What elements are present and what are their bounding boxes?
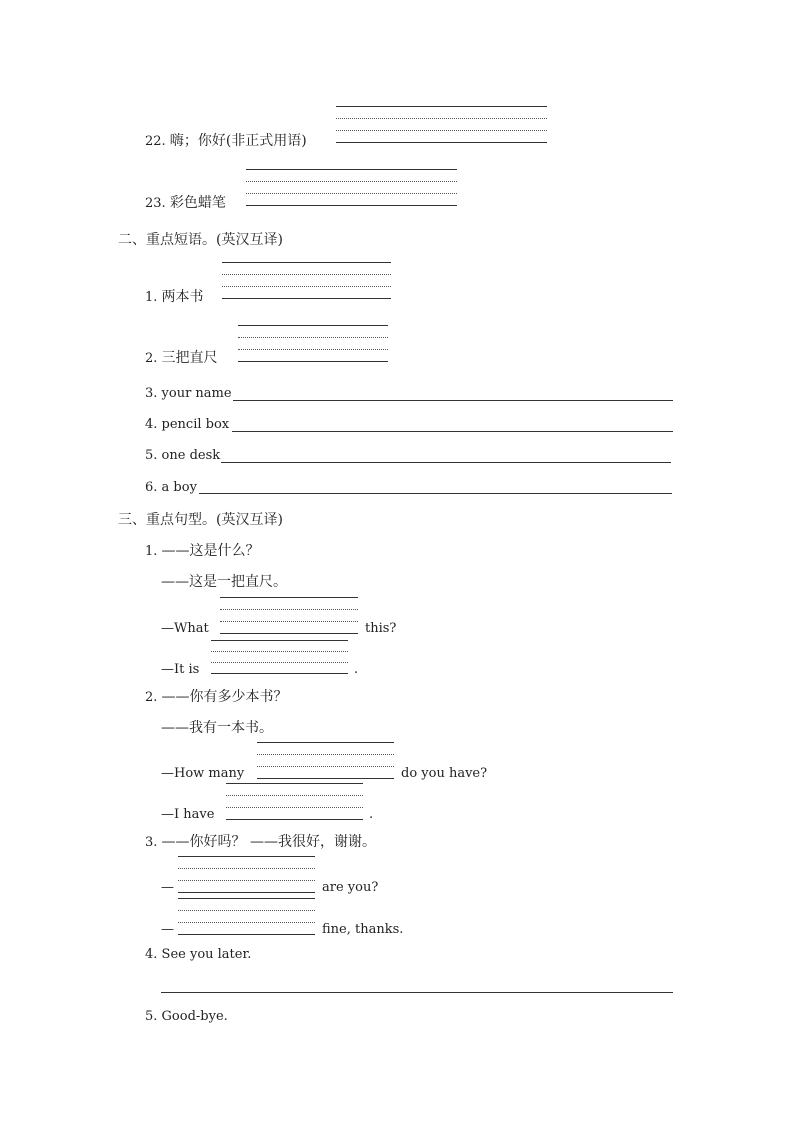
item-text: your name (161, 386, 232, 401)
english-line-q3b-end: fine, thanks. (322, 922, 404, 937)
answer-line-phrase-6[interactable] (199, 493, 672, 494)
sentence-item-2 (145, 686, 288, 706)
english-line-q1b-start: —It is (161, 662, 200, 677)
question-line: ——这是什么？ (161, 543, 260, 559)
english-line-q2b-start: —I have (161, 807, 215, 822)
item-number: 3. (145, 386, 158, 401)
answer-guide-23[interactable] (246, 169, 457, 205)
phrase-item-4 (145, 417, 229, 432)
english-line-q2a-end: do you have? (401, 766, 488, 781)
english-line-q1a-start: —What (161, 621, 209, 636)
english-line-q3b-start: — (161, 922, 174, 937)
answer-guide-phrase-1[interactable] (222, 262, 391, 298)
english-line-q3a-end: are you? (322, 880, 379, 895)
item-text: 三把直尺 (161, 350, 218, 366)
phrase-item-5 (145, 448, 220, 463)
item-text: 两本书 (161, 289, 204, 305)
answer-guide-22[interactable] (336, 106, 547, 142)
answer-guide-phrase-2[interactable] (238, 325, 388, 361)
item-text: 彩色蜡笔 (169, 195, 226, 211)
item-text: 嗨；你好(非正式用语) (169, 133, 307, 149)
english-line-q1a-end: this? (365, 621, 397, 636)
answer-line-phrase-4[interactable] (232, 431, 673, 432)
english-line-q2b-end: . (369, 807, 374, 822)
item-number: 3. (145, 835, 158, 850)
item-number: 4. (145, 417, 158, 432)
section-heading-phrases: 二、重点短语。(英汉互译) (118, 232, 283, 248)
phrase-item-6 (145, 480, 197, 495)
sentence-item-5 (145, 1009, 228, 1024)
section-heading-sentences: 三、重点句型。(英汉互译) (118, 512, 283, 528)
question-line: ——你有多少本书？ (161, 689, 288, 705)
answer-line-q4[interactable] (161, 992, 673, 993)
item-number: 6. (145, 480, 158, 495)
answer-guide-q3-how[interactable] (178, 856, 315, 892)
answer-line-chinese: ——我有一本书。 (161, 720, 273, 736)
answer-guide-q1-itis[interactable] (211, 640, 348, 673)
sentence-item-3 (145, 831, 376, 851)
item-number: 1. (145, 290, 158, 305)
question-line: ——你好吗？ ——我很好，谢谢。 (161, 834, 376, 850)
phrase-item-2 (145, 347, 218, 367)
english-line-q1b-end: . (354, 662, 359, 677)
item-text: Good-bye. (161, 1009, 228, 1024)
answer-line-phrase-5[interactable] (221, 462, 671, 463)
sentence-item-4 (145, 947, 251, 962)
item-text: See you later. (161, 947, 252, 962)
item-number: 4. (145, 947, 158, 962)
item-text: pencil box (161, 417, 230, 432)
item-number: 2. (145, 690, 158, 705)
sentence-item-1 (145, 540, 260, 560)
answer-line-chinese: ——这是一把直尺。 (161, 574, 287, 590)
item-number: 5. (145, 1009, 158, 1024)
phrase-item-3 (145, 386, 232, 401)
item-text: a boy (161, 480, 197, 495)
answer-guide-q1-what[interactable] (220, 597, 358, 633)
english-line-q3a-start: — (161, 880, 174, 895)
item-number: 23. (145, 196, 166, 211)
answer-guide-q2-ihave[interactable] (226, 783, 363, 819)
item-number: 22. (145, 134, 166, 149)
answer-guide-q3-fine[interactable] (178, 898, 315, 934)
answer-line-phrase-3[interactable] (233, 400, 673, 401)
answer-guide-q2-howmany[interactable] (257, 742, 394, 778)
item-number: 1. (145, 544, 158, 559)
item-number: 2. (145, 351, 158, 366)
item-number: 5. (145, 448, 158, 463)
item-text: one desk (161, 448, 221, 463)
english-line-q2a-start: —How many (161, 766, 245, 781)
vocab-item-23 (145, 192, 226, 212)
vocab-item-22 (145, 130, 307, 150)
phrase-item-1 (145, 286, 204, 306)
